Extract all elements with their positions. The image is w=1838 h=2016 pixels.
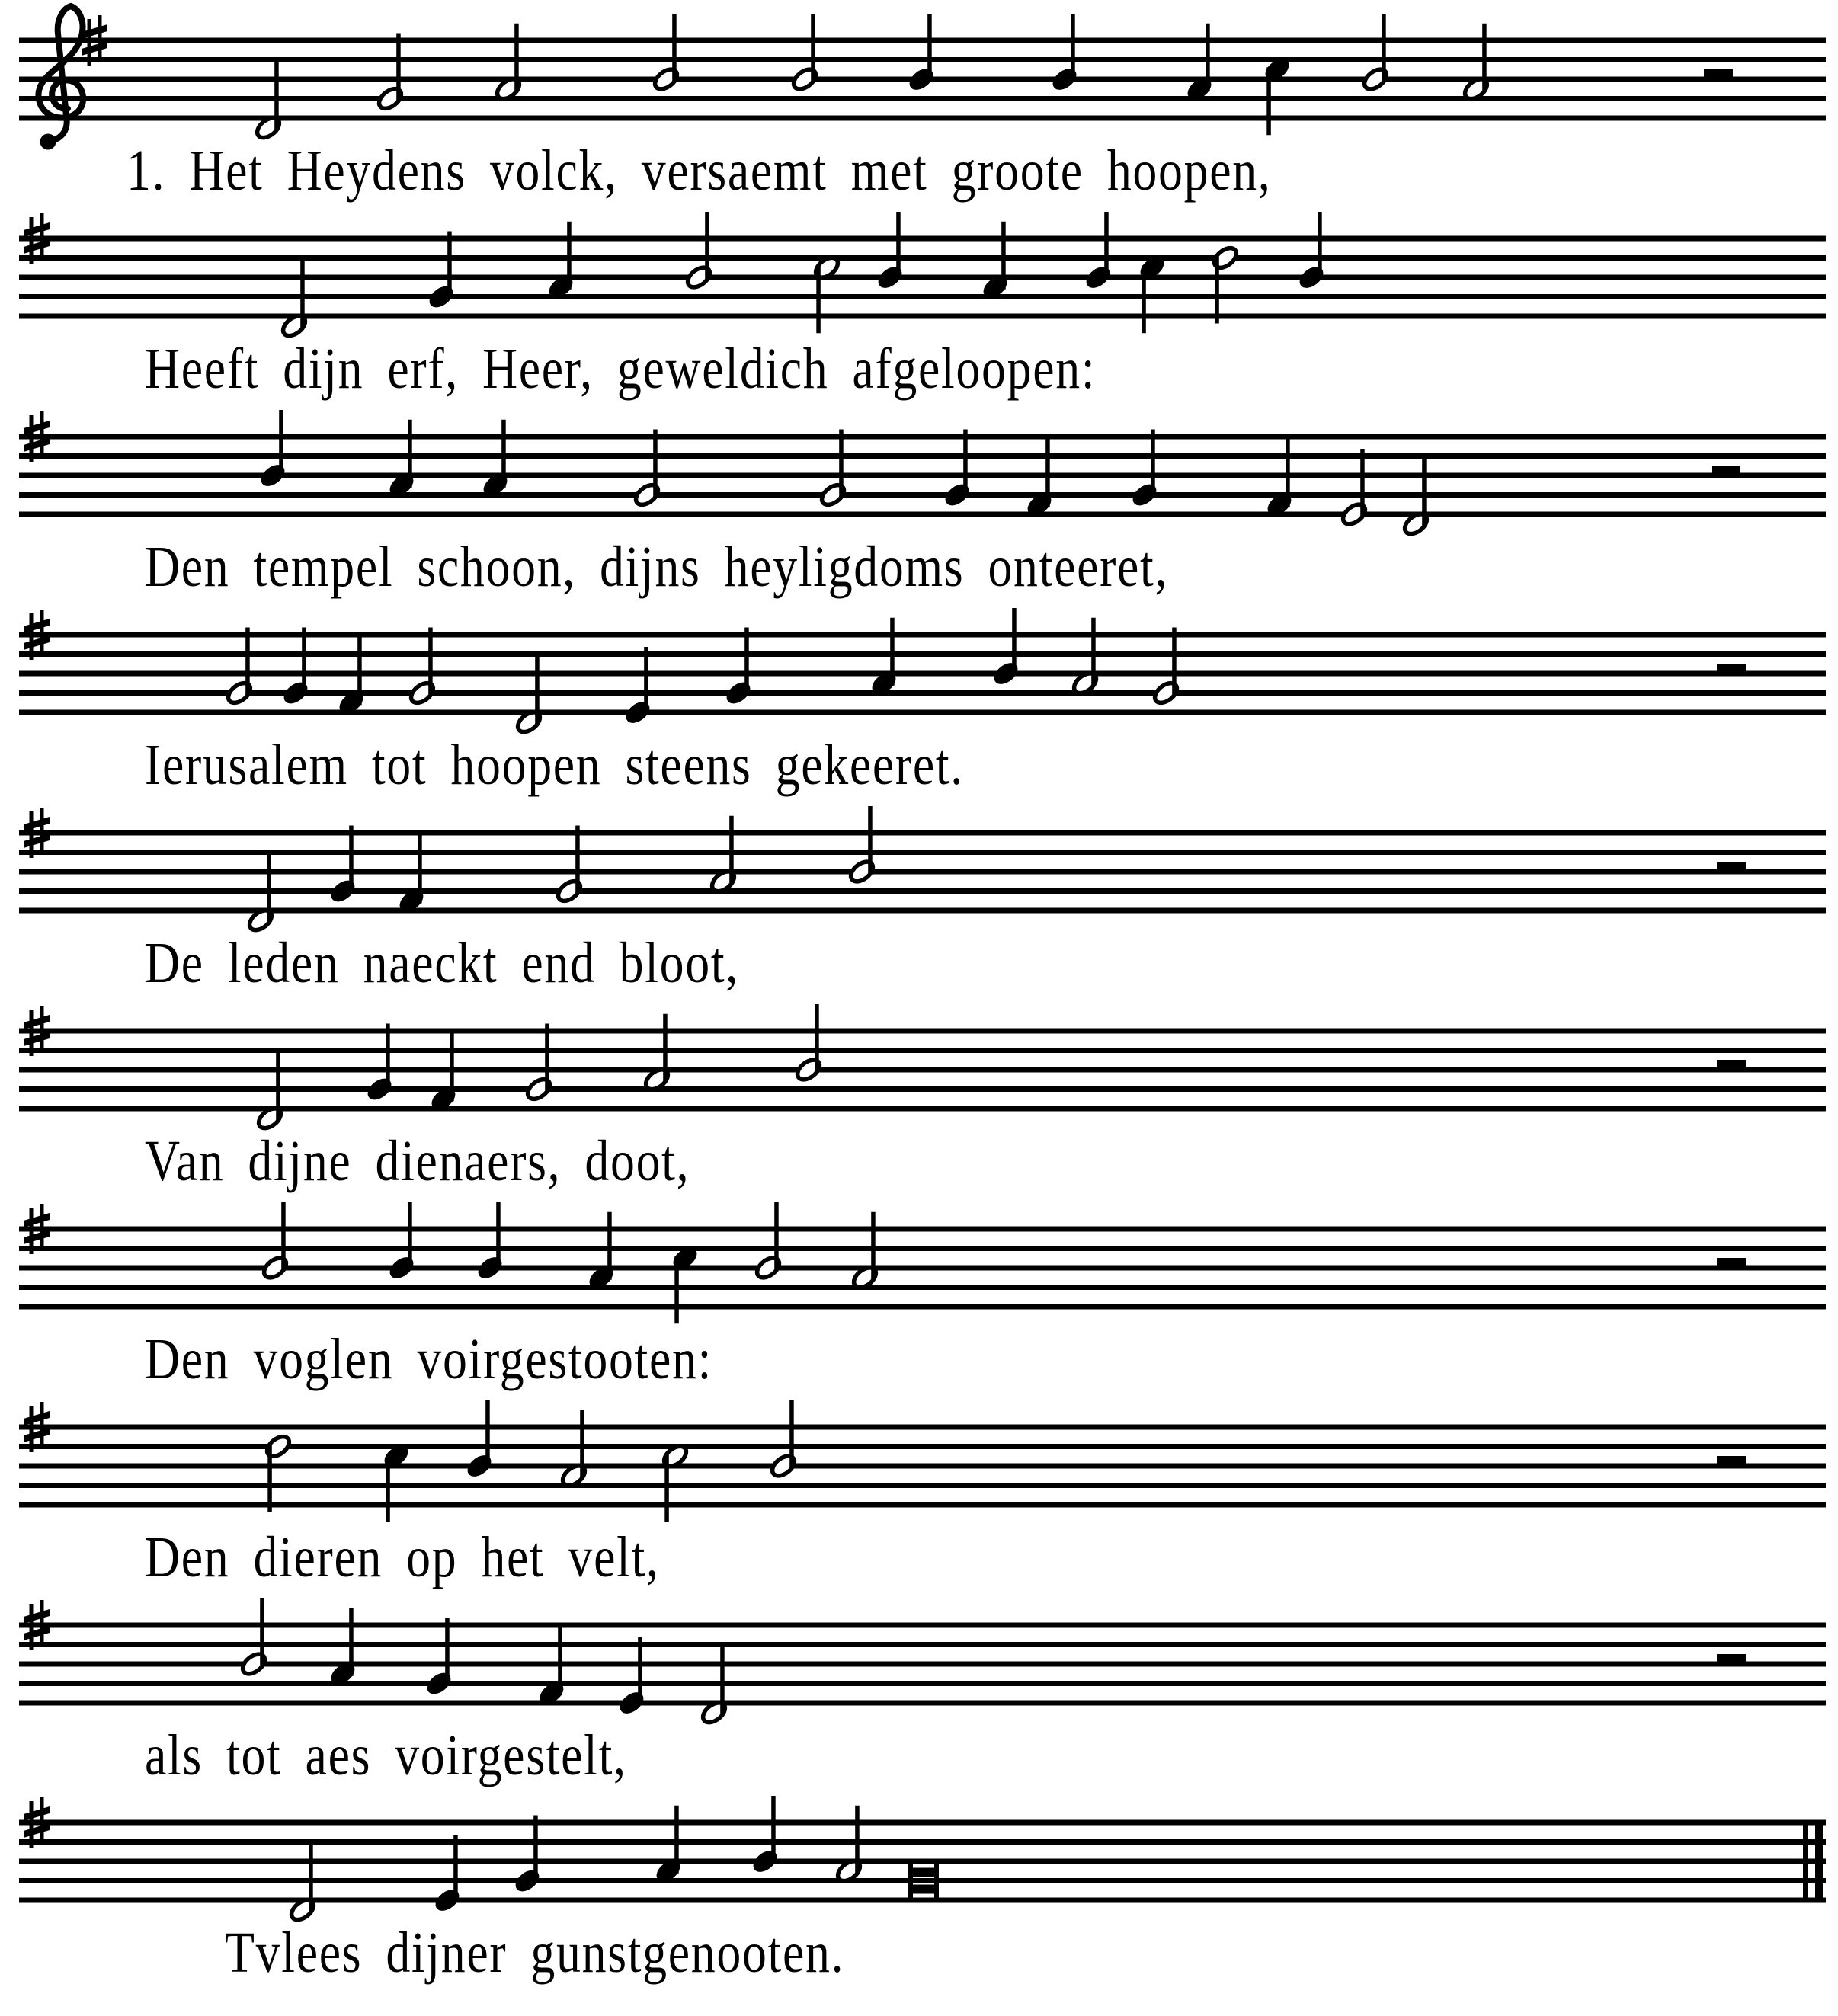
note-d4-half <box>246 855 275 934</box>
note-stem <box>386 1454 390 1522</box>
staff-line <box>19 651 1826 657</box>
note-stem <box>720 1647 725 1715</box>
staff-line <box>19 1820 1826 1826</box>
note-stem <box>664 1454 669 1522</box>
note-b4-half <box>684 212 713 291</box>
note-g4-quarter <box>424 1618 453 1698</box>
note-b4-quarter <box>476 1202 504 1282</box>
note-b4-quarter <box>465 1400 494 1480</box>
note-g4-half <box>225 628 254 707</box>
note-a4-quarter <box>981 222 1010 301</box>
note-d4-half <box>280 261 309 340</box>
staff-line <box>19 1502 1826 1508</box>
lyric-line-1: 1. Het Heydens volck, versaemt met groote hoopen, <box>126 139 1272 203</box>
note-g4-half <box>818 430 847 509</box>
sharp-stroke <box>24 239 50 254</box>
note-stem <box>274 62 279 130</box>
note-g4-half <box>376 34 405 113</box>
note-stem <box>855 1806 860 1874</box>
lyric-line-4: Ierusalem tot hoopen steens gekeeret. <box>145 733 964 797</box>
note-g4-quarter <box>328 826 357 905</box>
note-stem <box>927 14 932 82</box>
staff-8 <box>19 1400 1826 1522</box>
sharp-stroke <box>30 1208 34 1254</box>
note-stem <box>672 14 677 82</box>
note-stem <box>558 1627 562 1695</box>
note-c5-half <box>812 254 841 333</box>
note-stem <box>245 628 250 696</box>
staff-line <box>19 255 1826 261</box>
sharp-stroke <box>30 1801 34 1848</box>
note-stem <box>774 1202 779 1270</box>
sharp-stroke <box>40 1204 44 1250</box>
staff-1 <box>19 6 1826 150</box>
staff-line <box>19 1483 1826 1488</box>
note-stem <box>1104 212 1109 280</box>
staff-line <box>19 1029 1826 1034</box>
note-g4-quarter <box>427 232 456 311</box>
note-stem <box>1151 430 1155 498</box>
lyric-line-3: Den tempel schoon, dijns heyligdoms onteeret, <box>145 535 1169 599</box>
note-a4-quarter <box>1185 24 1214 103</box>
note-fs4-quarter <box>429 1033 458 1112</box>
note-b4-quarter <box>751 1796 780 1875</box>
note-d5-half <box>264 1432 293 1512</box>
staff-line <box>19 1623 1826 1628</box>
note-stem <box>1360 449 1365 517</box>
staff-line <box>19 275 1826 280</box>
staff-line <box>19 1839 1826 1845</box>
note-g4-half <box>524 1024 553 1103</box>
staff-line <box>19 1285 1826 1290</box>
note-stem <box>1422 459 1427 526</box>
staff-line <box>19 850 1826 855</box>
note-e4-quarter <box>433 1835 462 1914</box>
note-a4-quarter <box>654 1806 683 1885</box>
note-stem <box>533 1816 538 1883</box>
note-stem <box>729 816 734 884</box>
note-stem <box>408 420 412 488</box>
sharp-stroke <box>30 811 34 858</box>
note-stem <box>279 410 283 478</box>
sharp-stroke <box>24 437 50 452</box>
staff-4 <box>19 608 1826 736</box>
note-stem <box>744 628 749 696</box>
note-stem <box>644 647 648 715</box>
note-a4-half <box>834 1806 863 1885</box>
note-a4-half <box>1462 24 1491 103</box>
sharp-stroke <box>24 1411 50 1426</box>
note-a4-half <box>850 1212 879 1291</box>
sharp-stroke <box>24 1213 50 1227</box>
sharp-stroke <box>24 1823 50 1838</box>
note-stem <box>1001 222 1006 290</box>
note-b4-quarter <box>1050 14 1079 93</box>
note-d4-half <box>514 657 543 736</box>
staff-9 <box>19 1598 1826 1726</box>
staff-line <box>19 38 1826 43</box>
note-g4-half <box>408 628 437 707</box>
note-stem <box>653 430 658 498</box>
staff-line <box>19 1246 1826 1251</box>
staff-line <box>19 453 1826 459</box>
note-b4-half <box>754 1202 783 1282</box>
note-d4-half <box>254 62 283 142</box>
note-stem <box>545 1024 549 1092</box>
note-g4-half <box>632 430 661 509</box>
staff-line <box>19 57 1826 62</box>
note-stem <box>674 1806 679 1874</box>
staff-line <box>19 492 1826 498</box>
note-stem <box>890 618 895 686</box>
note-stem <box>1286 439 1290 507</box>
note-stem <box>771 1796 776 1864</box>
sharp-stroke <box>24 619 50 633</box>
sharp-stroke <box>24 421 50 435</box>
note-stem <box>445 1618 450 1686</box>
sharp-stroke <box>24 1626 50 1640</box>
sharp-stroke <box>82 41 107 56</box>
note-b4-half <box>769 1400 798 1480</box>
note-stem <box>871 1212 876 1280</box>
staff-line <box>19 1086 1826 1092</box>
sharp-stroke <box>24 1609 50 1624</box>
note-stem <box>349 1608 354 1676</box>
note-stem <box>607 1212 612 1280</box>
note-a4-quarter <box>481 420 510 499</box>
note-stem <box>1071 14 1075 82</box>
sharp-stroke <box>40 1006 44 1052</box>
note-stem <box>408 1202 412 1270</box>
staff-line <box>19 908 1826 914</box>
staff-line <box>19 1304 1826 1310</box>
note-b4-quarter <box>258 410 287 489</box>
note-stem <box>789 1400 794 1468</box>
sharp-stroke <box>24 1015 50 1029</box>
note-stem <box>811 14 815 82</box>
note-a4-quarter <box>869 618 898 697</box>
staff-line <box>19 1227 1826 1232</box>
note-b4-half <box>261 1202 290 1282</box>
note-stem <box>580 1410 584 1478</box>
note-c5-quarter <box>671 1244 700 1323</box>
note-a4-half <box>1071 618 1100 697</box>
note-b4-half <box>794 1004 823 1083</box>
note-stem <box>963 430 968 498</box>
note-stem <box>428 628 433 696</box>
sharp-stroke <box>40 411 44 458</box>
note-b4-quarter <box>991 608 1020 687</box>
sharp-stroke <box>88 19 91 66</box>
staff-line <box>19 473 1826 478</box>
note-d5-half <box>1211 244 1240 323</box>
note-c5-quarter <box>382 1442 411 1522</box>
staff-line <box>19 1701 1826 1706</box>
staff-line <box>19 1642 1826 1647</box>
note-stem <box>386 1024 390 1092</box>
note-stem <box>535 657 540 725</box>
staff-line <box>19 632 1826 638</box>
staff-5 <box>19 806 1826 934</box>
note-stem <box>447 232 452 299</box>
staff-line <box>19 1464 1826 1469</box>
sharp-stroke <box>24 834 50 848</box>
sharp-stroke <box>24 1428 50 1442</box>
sharp-stroke <box>24 635 50 650</box>
note-stem <box>501 420 506 488</box>
note-stem <box>839 430 844 498</box>
half-rest <box>1717 664 1746 674</box>
note-b4-half <box>239 1598 268 1678</box>
lyric-line-10: Tvlees dijner gunstgenooten. <box>225 1921 845 1985</box>
note-fs4-quarter <box>397 835 426 914</box>
note-stem <box>267 855 271 923</box>
note-b4-quarter <box>907 14 936 93</box>
note-g4-quarter <box>365 1024 394 1103</box>
note-e4-quarter <box>623 647 652 726</box>
note-fs4-quarter <box>1025 439 1054 518</box>
half-rest <box>1717 1258 1746 1268</box>
note-stem <box>1482 24 1487 91</box>
sharp-stroke <box>40 1600 44 1646</box>
staff-line <box>19 96 1826 101</box>
staff-line <box>19 1048 1826 1053</box>
sharp-stroke <box>40 1402 44 1448</box>
note-stem <box>575 826 580 894</box>
sharp-stroke <box>24 222 50 237</box>
note-stem <box>1172 628 1177 696</box>
sharp-stroke <box>30 1604 34 1650</box>
note-stem <box>705 212 709 280</box>
note-stem <box>815 1004 819 1072</box>
note-e4-quarter <box>617 1637 646 1717</box>
note-g4-half <box>1151 628 1180 707</box>
staff-line <box>19 236 1826 242</box>
note-stem <box>1215 256 1219 324</box>
note-stem <box>1206 24 1210 91</box>
sharp-stroke <box>40 610 44 656</box>
staff-3 <box>19 410 1826 538</box>
note-stem <box>418 835 422 903</box>
note-b4-half <box>652 14 680 93</box>
note-fs4-quarter <box>1265 439 1294 518</box>
staff-line <box>19 1266 1826 1271</box>
sharp-stroke <box>24 1806 50 1821</box>
staff-line <box>19 1859 1826 1864</box>
note-stem <box>1142 265 1146 333</box>
note-stem <box>302 628 306 696</box>
staff-line <box>19 671 1826 677</box>
staff-line <box>19 1106 1826 1112</box>
sharp-stroke <box>30 613 34 660</box>
note-a4-quarter <box>587 1212 616 1291</box>
note-a4-half <box>559 1410 588 1490</box>
note-stem <box>1091 618 1096 686</box>
note-d4-half <box>700 1647 728 1726</box>
note-stem <box>300 261 305 328</box>
breve-body <box>911 1868 937 1877</box>
sharp-stroke <box>24 1032 50 1046</box>
note-a4-quarter <box>387 420 416 499</box>
half-rest <box>1717 1654 1746 1664</box>
note-b4-quarter <box>1084 212 1113 291</box>
note-stem <box>349 826 354 894</box>
note-stem <box>396 34 401 101</box>
sharp-stroke <box>24 817 50 831</box>
note-stem <box>868 806 873 874</box>
note-b4-quarter <box>876 212 905 291</box>
sharp-stroke <box>98 15 102 62</box>
staff-line <box>19 888 1826 894</box>
staff-line <box>19 1681 1826 1686</box>
sharp-stroke <box>30 217 34 264</box>
note-a4-half <box>709 816 738 895</box>
note-stem <box>357 637 362 705</box>
sharp-stroke <box>30 1010 34 1056</box>
lyric-line-5: De leden naeckt end bloot, <box>145 931 739 995</box>
sharp-stroke <box>40 1797 44 1844</box>
half-rest <box>1704 69 1733 79</box>
note-c5-quarter <box>1263 56 1292 135</box>
note-stem <box>276 1053 280 1121</box>
note-g4-quarter <box>513 1816 542 1895</box>
note-g4-half <box>555 826 584 905</box>
note-stem <box>816 265 821 333</box>
note-b4-quarter <box>387 1202 416 1282</box>
note-stem <box>496 1202 501 1270</box>
note-stem <box>309 1845 313 1912</box>
staff-10 <box>19 1796 1826 1924</box>
staff-line <box>19 1898 1826 1903</box>
note-c5-quarter <box>1138 254 1167 333</box>
note-stem <box>1045 439 1050 507</box>
note-stem <box>567 222 572 290</box>
note-stem <box>896 212 901 280</box>
note-b4-quarter <box>1297 212 1326 291</box>
note-g4-quarter <box>724 628 753 707</box>
sharp-stroke <box>30 415 34 462</box>
final-double-barline <box>1815 1820 1823 1903</box>
note-stem <box>1382 14 1386 82</box>
note-b4-half <box>790 14 819 93</box>
breve-body <box>911 1885 937 1894</box>
staff-line <box>19 1878 1826 1883</box>
half-rest <box>1712 466 1740 475</box>
note-fs4-quarter <box>537 1627 566 1707</box>
staff-line <box>19 512 1826 517</box>
staff-line <box>19 294 1826 299</box>
note-stem <box>281 1202 286 1270</box>
note-e4-half <box>1340 449 1369 528</box>
staff-line <box>19 869 1826 875</box>
sharp-stroke <box>24 1230 50 1244</box>
note-stem <box>674 1256 679 1323</box>
note-stem <box>514 24 519 91</box>
staff-7 <box>19 1202 1826 1323</box>
note-d4-half <box>255 1053 284 1132</box>
note-stem <box>638 1637 642 1705</box>
note-b4-half <box>1361 14 1390 93</box>
staff-2 <box>19 212 1826 340</box>
staff-line <box>19 1425 1826 1430</box>
staff-line <box>19 710 1826 715</box>
note-fs4-quarter <box>337 637 366 716</box>
note-g4-quarter <box>1130 430 1159 509</box>
note-a4-half <box>642 1014 671 1093</box>
note-a4-quarter <box>546 222 575 301</box>
staff-line <box>19 1067 1826 1073</box>
note-stem <box>453 1835 458 1902</box>
lyric-line-6: Van dijne dienaers, doot, <box>145 1129 690 1193</box>
note-stem <box>1266 67 1271 135</box>
note-c5-half <box>661 1442 690 1522</box>
note-g4-quarter <box>943 430 972 509</box>
sharp-stroke <box>40 808 44 854</box>
lyric-line-8: Den dieren op het velt, <box>145 1525 660 1589</box>
note-d4-half <box>288 1845 317 1924</box>
note-d4-half <box>1401 459 1430 538</box>
note-a4-half <box>494 24 523 103</box>
lyric-line-7: Den voglen voirgestooten: <box>145 1327 713 1391</box>
final-double-barline <box>1803 1820 1808 1903</box>
staff-line <box>19 434 1826 440</box>
sharp-stroke <box>30 1406 34 1452</box>
note-b4-half <box>847 806 876 885</box>
lyric-line-2: Heeft dijn erf, Heer, geweldich afgeloopen: <box>145 337 1097 401</box>
note-stem <box>1318 212 1322 280</box>
treble-clef-icon <box>38 6 83 142</box>
staff-line <box>19 116 1826 121</box>
half-rest <box>1717 862 1746 872</box>
note-stem <box>485 1400 490 1468</box>
note-stem <box>663 1014 668 1082</box>
lyric-line-9: als tot aes voirgestelt, <box>145 1723 627 1787</box>
note-stem <box>1012 608 1017 676</box>
sharp-stroke <box>40 213 44 260</box>
note-stem <box>450 1033 454 1101</box>
staff-6 <box>19 1004 1826 1132</box>
note-stem <box>267 1445 272 1512</box>
staff-line <box>19 1662 1826 1667</box>
half-rest <box>1717 1456 1746 1466</box>
staff-line <box>19 830 1826 836</box>
note-stem <box>260 1598 264 1666</box>
note-g4-quarter <box>281 628 310 707</box>
note-a4-quarter <box>328 1608 357 1688</box>
half-rest <box>1717 1060 1746 1070</box>
